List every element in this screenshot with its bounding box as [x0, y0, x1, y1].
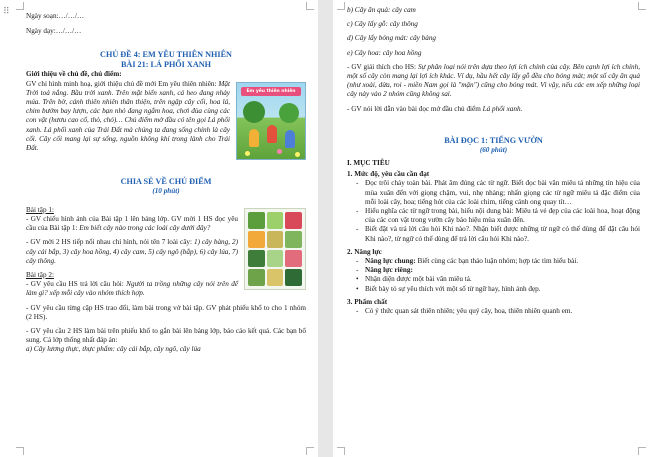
intro-heading: Giới thiệu về chủ đề, chủ điểm: — [26, 70, 122, 79]
list-item: • Nhận diện được một bài văn miêu tả. — [365, 275, 640, 284]
list-item: - Hiểu nghĩa các từ ngữ trong bài, hiểu nội dung bài: Miêu tả vẻ đẹp của các loài hoa, hoạt động của các con vật trong vườn cây báo hiệu mùa xuân đến. — [365, 207, 640, 225]
list-item: - Năng lực riêng: — [365, 266, 640, 275]
answer-a: a) Cây lương thực, thực phẩm: cây cải bắp, cây ngô, cây lúa — [26, 345, 201, 354]
list-item: - Có ý thức quan sát thiên nhiên; yêu quý cây, hoa, thiên nhiên quanh em. — [365, 307, 640, 316]
exercise-2-heading: Bài tập 2: — [26, 271, 54, 280]
answer-d: d) Cây lấy bóng mát: cây bàng — [347, 34, 437, 43]
objective-2-list — [347, 257, 640, 275]
reading-time: (60 phút) — [479, 145, 508, 154]
objectives-heading: I. MỤC TIÊU — [347, 159, 390, 168]
page-corner-mark — [337, 447, 345, 455]
objective-3-list — [347, 307, 640, 316]
list-item: - Đọc trôi chảy toàn bài. Phát âm đúng các từ ngữ. Biết đọc bài văn miêu tả những tín hiệu của mùa xuân đến với giọng chậm, vui, nhẹ nhàng; nhấn giọng các từ ngữ miêu tả đặc điểm của mỗi loài cây, hoa; tiếng hót của các loài chim, tiếng cánh ong quay tít… — [365, 179, 640, 207]
drag-handle-icon[interactable]: ⠿ — [3, 7, 10, 17]
list-item: • Biết bày tỏ sự yêu thích với một số từ ngữ hay, hình ảnh đẹp. — [365, 285, 640, 294]
list-item: - Năng lực chung: Biết cùng các bạn thảo luận nhóm; hợp tác tìm hiểu bài. — [365, 257, 640, 266]
date-prep: Ngày soạn:…/…/… — [26, 12, 85, 20]
page-corner-mark — [306, 2, 314, 10]
reading-title: BÀI ĐỌC 1: TIẾNG VƯỜN — [444, 135, 543, 145]
exercise-2-report: - GV yêu cầu 2 HS làm bài trên phiếu khổ to gắn bài lên bảng lớp, báo cáo kết quả. Các bạn bổ sung. Cả lớp thống nhất đáp án: — [26, 327, 306, 345]
list-item: - Biết đặt và trả lời câu hỏi Khi nào?. Nhận biết được những từ ngữ có thể dùng để đặt câu hỏi Khi nào?, từ ngữ có thể dùng để trả lời câu hỏi Khi nào?. — [365, 225, 640, 243]
share-time: (10 phút) — [152, 186, 180, 195]
intro-paragraph: GV chỉ hình minh hoạ, giới thiệu chủ đề mới Em yêu thiên nhiên: Mặt Trời toả nắng. Bầu trời xanh. Trên mặt biển xanh, cá heo đang nhảy múa. Trên bờ, cánh thiên nhiên thân thiện, trên ngập cây cối, hoa lá, chim bướm bay lượn, các bạn nhỏ đang ngắm hoa, chơi đùa cùng các con vật (hươu cao cổ, thỏ, chó)… Chủ điểm mở đầu có tên gọi Lá phổi xanh. Lá phổi xanh của Trái Đất mà chúng ta đang sống chính là cây cối. Cây cối mang lại sự sống, nguồn không khí trong lành cho Trái Đất. — [26, 79, 231, 153]
document-page-left — [0, 0, 318, 457]
plants-illustration — [244, 208, 306, 290]
exercise-1-paragraph: - GV chiếu hình ảnh của Bài tập 1 lên bảng lớp. GV mời 1 HS đọc yêu cầu của Bài tập 1: Em biết cây nào trong các loài cây dưới đây? — [26, 215, 238, 233]
theme-illustration — [236, 82, 306, 160]
exercise-2-question: - GV yêu cầu HS trả lời câu hỏi: Người ta trồng những cây nói trên để làm gì? xếp mỗi cây vào nhóm thích hợp. — [26, 280, 238, 298]
answer-c: c) Cây lấy gỗ: cây thông — [347, 20, 418, 29]
exercise-1-answer: - GV mời 2 HS tiếp nối nhau chỉ hình, nói tên 7 loài cây: 1) cây bàng, 2) cây cải bắp, 3) cây hoa hồng, 4) cây cam, 5) cây ngô (bắp), 6) cây lúa, 7) cây thông. — [26, 238, 238, 265]
objective-1-heading: 1. Mức độ, yêu cầu cần đạt — [347, 170, 430, 179]
page-corner-mark — [16, 2, 24, 10]
page-corner-mark — [337, 2, 345, 10]
page-corner-mark — [306, 447, 314, 455]
date-teach: Ngày dạy:…/…/… — [26, 27, 82, 36]
objective-2-heading: 2. Năng lực — [347, 247, 382, 256]
lesson-title: BÀI 21: LÁ PHỔI XANH — [120, 60, 212, 70]
share-title: CHIA SẺ VỀ CHỦ ĐIỂM — [120, 176, 212, 186]
page-corner-mark — [638, 2, 646, 10]
page-corner-mark — [16, 447, 24, 455]
page-corner-mark — [638, 447, 646, 455]
teacher-explanation: - GV giải thích cho HS: Sự phân loại nói trên dựa theo lợi ích chính của cây. Bên cạnh lợi ích chính, một số cây còn mang lại lợi ích khác. Ví dụ, hầu hết cây lấy gỗ đều cho bóng mát; một số cây ăn quả (như xoài, dừa, roi - miền Nam gọi là "mận") cũng cho bóng mát. Vì vậy, nếu các em xếp những loại cây này vào 2 nhóm cũng không sai. — [347, 62, 640, 99]
illustration-caption: Em yêu thiên nhiên — [246, 88, 296, 94]
exercise-1-heading: Bài tập 1: — [26, 205, 54, 214]
objective-1-list — [347, 179, 640, 243]
objective-3-heading: 3. Phẩm chất — [347, 297, 388, 306]
answer-e: e) Cây hoa: cây hoa hồng — [347, 48, 422, 57]
transition-line: - GV nói lời dẫn vào bài đọc mở đầu chủ điểm Lá phổi xanh. — [347, 104, 523, 113]
answer-b: b) Cây ăn quả: cây cam — [347, 6, 416, 14]
objective-2-specific-list — [347, 275, 640, 293]
exercise-2-instruction: - GV yêu cầu từng cặp HS trao đổi, làm bài trong vở bài tập. GV phát phiếu khổ to cho 1 nhóm (2 HS). — [26, 303, 306, 321]
theme-title: CHỦ ĐỀ 4: EM YÊU THIÊN NHIÊN — [100, 50, 232, 60]
document-page-right — [333, 0, 650, 457]
